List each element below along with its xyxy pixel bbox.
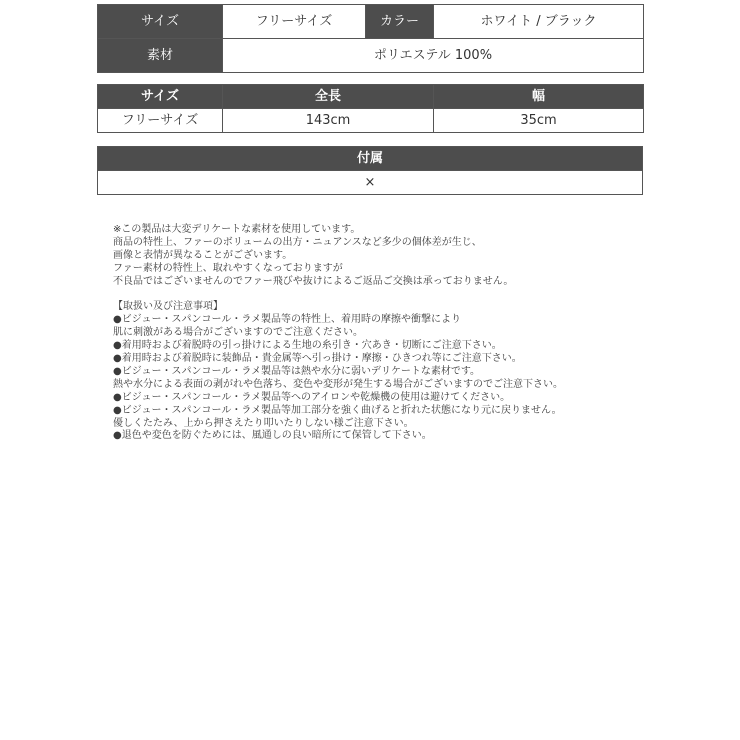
care-line: 熱や水分による表面の剥がれや色落ち、変色や変形が発生する場合がございますのでご注意下さい。 [113,378,563,390]
note-line: ファー素材の特性上、取れやすくなっておりますが [113,262,343,274]
product-spec-table [97,4,644,73]
accessory-header-row [98,147,643,171]
length-header: 全長 [223,85,434,109]
size-measurement-table [97,84,644,133]
care-line: 肌に刺激がある場合がございますのでご注意ください。 [113,327,363,339]
care-line: ●ビジュー・スパンコール・ラメ製品等の特性上、着用時の摩擦や衝撃により [113,314,462,326]
care-title: 【取扱い及び注意事項】 [113,301,223,313]
size-cell: フリーサイズ [98,109,223,133]
size-value: フリーサイズ [223,5,366,39]
note-line: 画像と表情が異なることがございます。 [113,249,293,261]
length-cell: 143cm [223,109,434,133]
size-header: サイズ [98,85,223,109]
care-line: ●ビジュー・スパンコール・ラメ製品等は熱や水分に弱いデリケートな素材です。 [113,365,481,377]
material-label: 素材 [98,39,223,73]
size-label: サイズ [98,5,223,39]
accessory-value: × [98,171,643,195]
color-value: ホワイト / ブラック [434,5,644,39]
notes-spacer [113,289,653,302]
spec-row-material [98,39,644,73]
accessory-table [97,146,643,195]
color-label: カラー [366,5,434,39]
width-header: 幅 [434,85,644,109]
care-line: ●ビジュー・スパンコール・ラメ製品等へのアイロンや乾燥機の使用は避けてください。 [113,391,511,403]
note-line: 不良品ではございませんのでファー飛びや抜けによるご返品ご交換は承っておりません。 [113,275,514,287]
spec-row-size-color [98,5,644,39]
care-line: ●着用時および着脱時の引っ掛けによる生地の糸引き・穴あき・切断にご注意下さい。 [113,340,502,352]
accessory-value-row [98,171,643,195]
width-cell: 35cm [434,109,644,133]
size-table-row [98,109,644,133]
care-line: ●退色や変色を防ぐためには、風通しの良い暗所にて保管して下さい。 [113,430,432,442]
product-notes [113,224,653,443]
size-table-header-row [98,85,644,109]
care-line: ●ビジュー・スパンコール・ラメ製品等加工部分を強く曲げると折れた状態になり元に戻りません。 [113,404,562,416]
material-value: ポリエステル 100% [223,39,644,73]
note-line: 商品の特性上、ファーのボリュームの出方・ニュアンスなど多少の個体差が生じ、 [113,236,482,248]
care-line: 優しくたたみ、上から押さえたり叩いたりしない様ご注意下さい。 [113,417,414,429]
accessory-header: 付属 [98,147,643,171]
note-line: ※この製品は大変デリケートな素材を使用しています。 [113,224,361,235]
care-line: ●着用時および着脱時に装飾品・貴金属等へ引っ掛け・摩擦・ひきつれ等にご注意下さい。 [113,353,522,365]
